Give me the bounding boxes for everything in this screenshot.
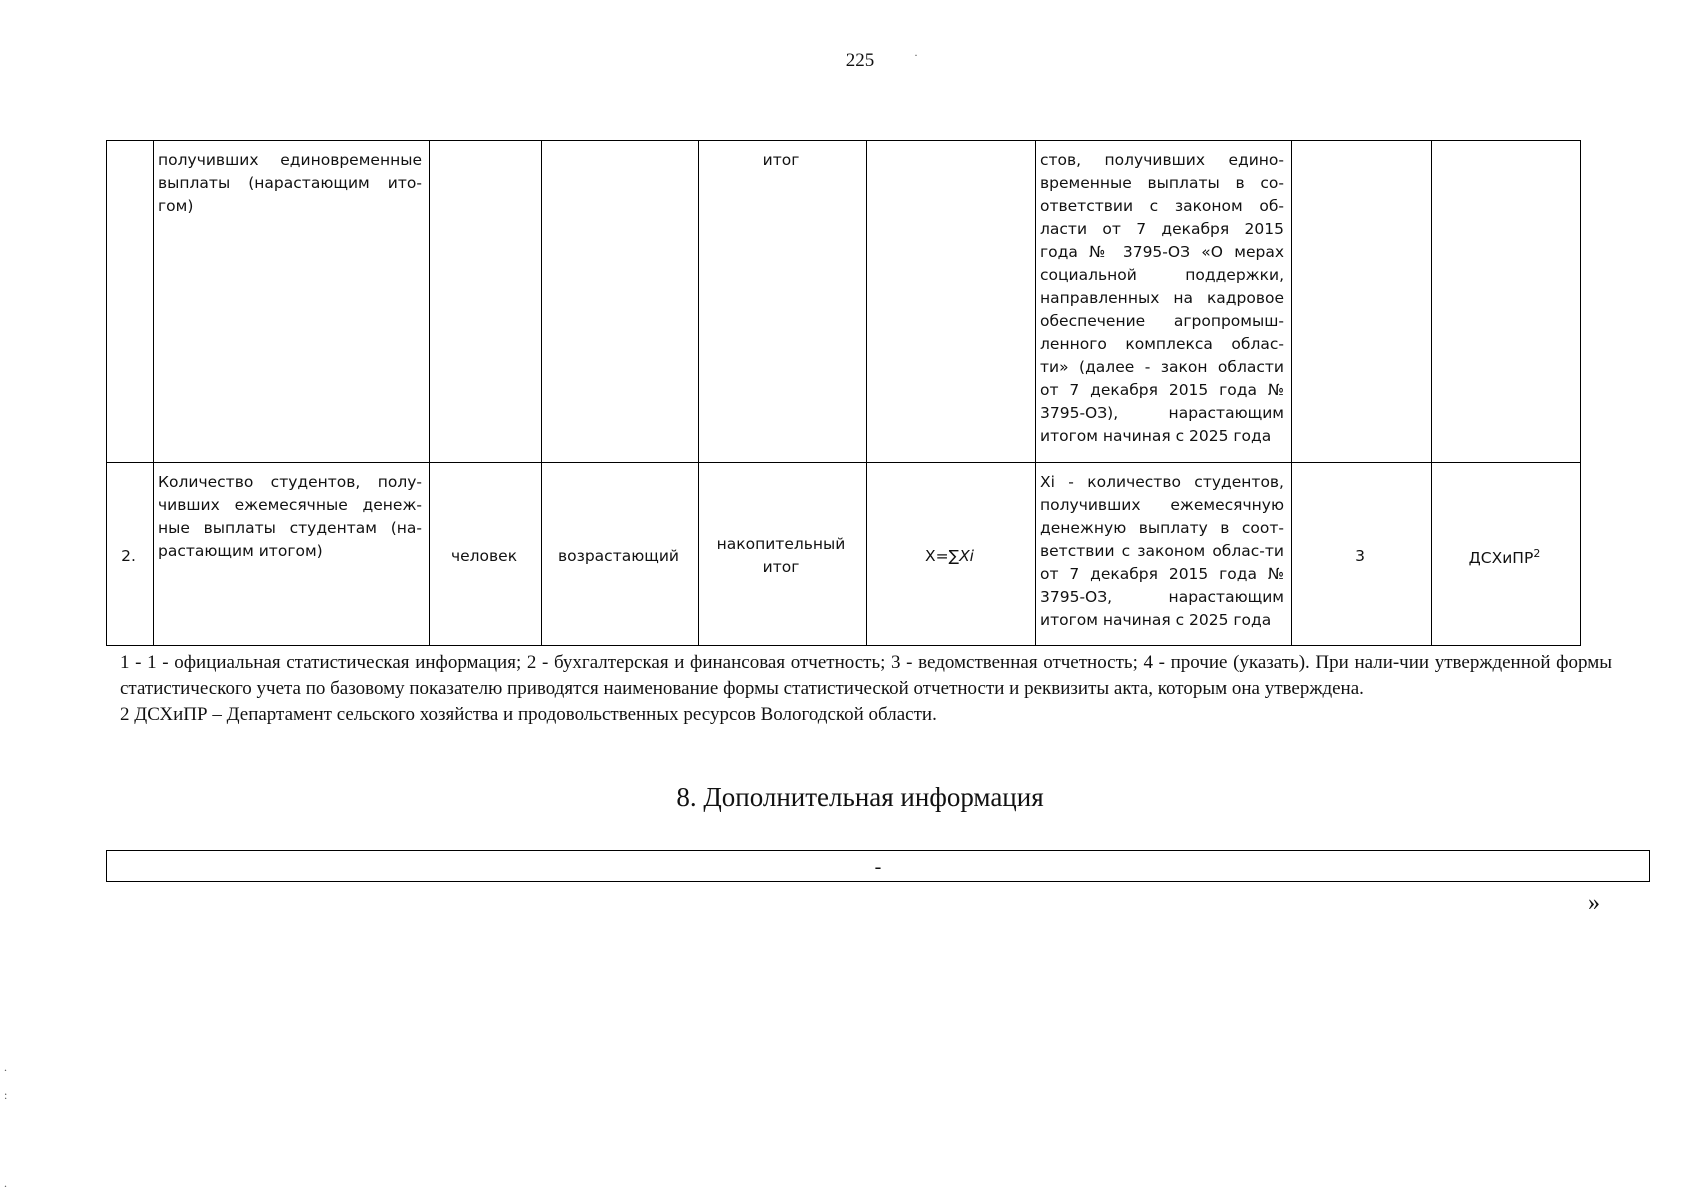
unit-cell bbox=[430, 141, 542, 463]
indicator-name: получивших единовременные выплаты (нарастающим ито-гом) bbox=[154, 141, 430, 463]
source-cell: 3 bbox=[1292, 463, 1432, 646]
source-cell bbox=[1292, 141, 1432, 463]
indicator-name: Количество студентов, полу-чивших ежемесячные денеж-ные выплаты студентам (на-растающим итогом) bbox=[154, 463, 430, 646]
formula-text: X=∑ bbox=[925, 546, 960, 565]
footnote-2: 2 ДСХиПР – Департамент сельского хозяйства и продовольственных ресурсов Вологодской области. bbox=[120, 704, 937, 725]
table-row bbox=[107, 141, 1581, 463]
responsible-text: ДСХиПР bbox=[1468, 549, 1534, 568]
description-cell: стов, получивших едино-временные выплаты в со-ответствии с законом об-ласти от 7 декабря 2015 года № 3795-ОЗ «О мерах социальной поддержки, направленных на кадровое обеспечение агропромыш-ленного комплекса облас-ти» (далее - закон области от 7 декабря 2015 года № 3795-ОЗ), нарастающим итогом начиная с 2025 года bbox=[1036, 141, 1292, 463]
method-cell: итог bbox=[699, 141, 867, 463]
unit-cell: человек bbox=[430, 463, 542, 646]
dynamics-cell bbox=[542, 141, 699, 463]
additional-info-box: - bbox=[106, 850, 1650, 882]
table-row bbox=[107, 463, 1581, 646]
scan-speck: . bbox=[4, 1060, 7, 1074]
page-number: 225 bbox=[845, 50, 875, 71]
scan-speck: · bbox=[914, 48, 918, 62]
method-cell: накопительный итог bbox=[699, 463, 867, 646]
responsible-footnote-mark: 2 bbox=[1533, 546, 1541, 560]
responsible-cell bbox=[1432, 463, 1581, 646]
scan-speck: . bbox=[4, 1176, 7, 1190]
closing-quote: » bbox=[1588, 890, 1600, 916]
dynamics-cell: возрастающий bbox=[542, 463, 699, 646]
description-cell: Xi - количество студентов, получивших ежемесячную денежную выплату в соот-ветствии с законом облас-ти от 7 декабря 2015 года № 3795-ОЗ, нарастающим итогом начиная с 2025 года bbox=[1036, 463, 1292, 646]
row-number: 2. bbox=[107, 463, 154, 646]
scan-speck: : bbox=[4, 1088, 8, 1102]
indicators-table bbox=[106, 140, 1581, 646]
section-title: 8. Дополнительная информация bbox=[676, 782, 1044, 812]
row-number bbox=[107, 141, 154, 463]
footnotes bbox=[120, 650, 1612, 728]
formula-cell bbox=[867, 141, 1036, 463]
formula-cell bbox=[867, 463, 1036, 646]
formula-variable: Xi bbox=[959, 546, 974, 565]
footnote-1: 1 - 1 - официальная статистическая информация; 2 - бухгалтерская и финансовая отчетность; 3 - ведомственная отчетность; 4 - прочие (указать). При нали-чии утвержденной формы статистического учета по базовому показателю приводятся наименование формы статистической отчетности и реквизиты акта, которым она утверждена. bbox=[120, 652, 1612, 699]
responsible-cell bbox=[1432, 141, 1581, 463]
